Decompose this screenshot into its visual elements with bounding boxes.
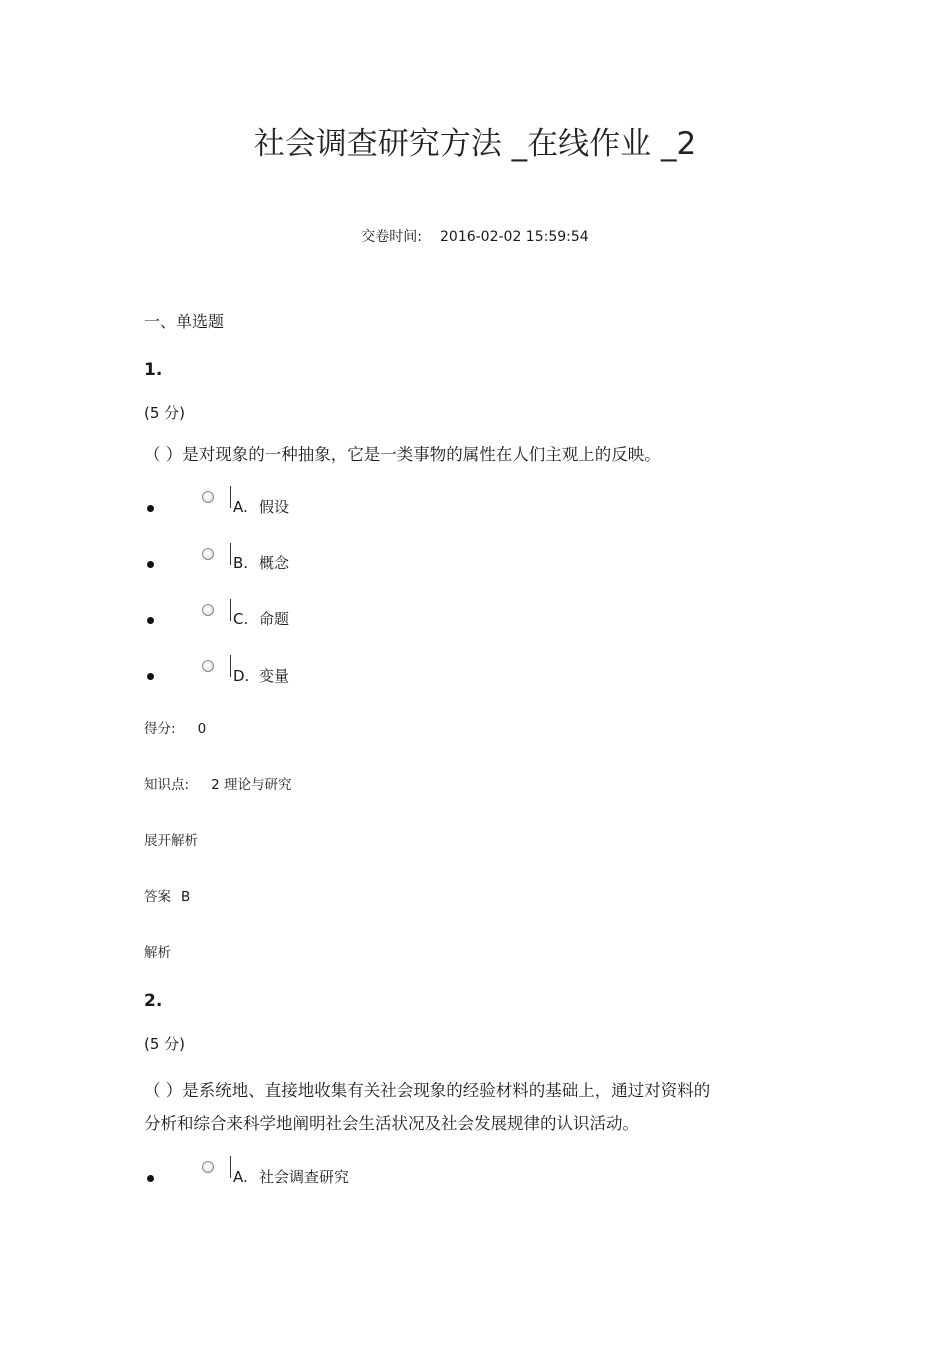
question-1-number: 1. [144,360,163,380]
question-2-stem-line-1: （ ）是系统地、直接地收集有关社会现象的经验材料的基础上，通过对资料的 [144,1081,711,1100]
radio-button-icon[interactable] [202,660,214,672]
question-1-score: 得分: 0 [144,721,207,737]
option-label: D. 变量 [233,667,290,685]
divider [230,486,231,508]
bullet-icon [147,505,154,512]
option-label: A. 假设 [233,498,290,516]
bullet-icon [147,561,154,568]
question-2-points: (5 分) [144,1035,186,1053]
radio-button-icon[interactable] [202,548,214,560]
question-1-answer: 答案 B [144,889,191,905]
divider [230,655,231,677]
option-label: B. 概念 [233,554,290,572]
question-1-knowledge-point: 知识点: 2 理论与研究 [144,777,292,793]
option-label: C. 命题 [233,610,290,628]
question-1-expand-analysis[interactable]: 展开解析 [144,833,198,849]
question-1-analysis: 解析 [144,945,171,961]
divider [230,543,231,565]
submit-time-value: 2016-02-02 15:59:54 [440,229,589,245]
section-title: 一、单选题 [144,312,225,331]
bullet-icon [147,1175,154,1182]
question-2-stem-line-2: 分析和综合来科学地阐明社会生活状况及社会发展规律的认识活动。 [144,1114,639,1133]
question-1-stem: （ ）是对现象的一种抽象，它是一类事物的属性在人们主观上的反映。 [144,445,661,464]
bullet-icon [147,673,154,680]
question-2-number: 2. [144,991,163,1011]
bullet-icon [147,617,154,624]
submit-time-label: 交卷时间: [361,229,422,245]
question-1-points: (5 分) [144,404,186,422]
radio-button-icon[interactable] [202,1161,214,1173]
radio-button-icon[interactable] [202,604,214,616]
option-label: A. 社会调查研究 [233,1168,350,1186]
document-title: 社会调查研究方法 _在线作业 _2 [253,126,697,162]
divider [230,1156,231,1178]
submit-time [0,228,950,246]
divider [230,599,231,621]
radio-button-icon[interactable] [202,491,214,503]
